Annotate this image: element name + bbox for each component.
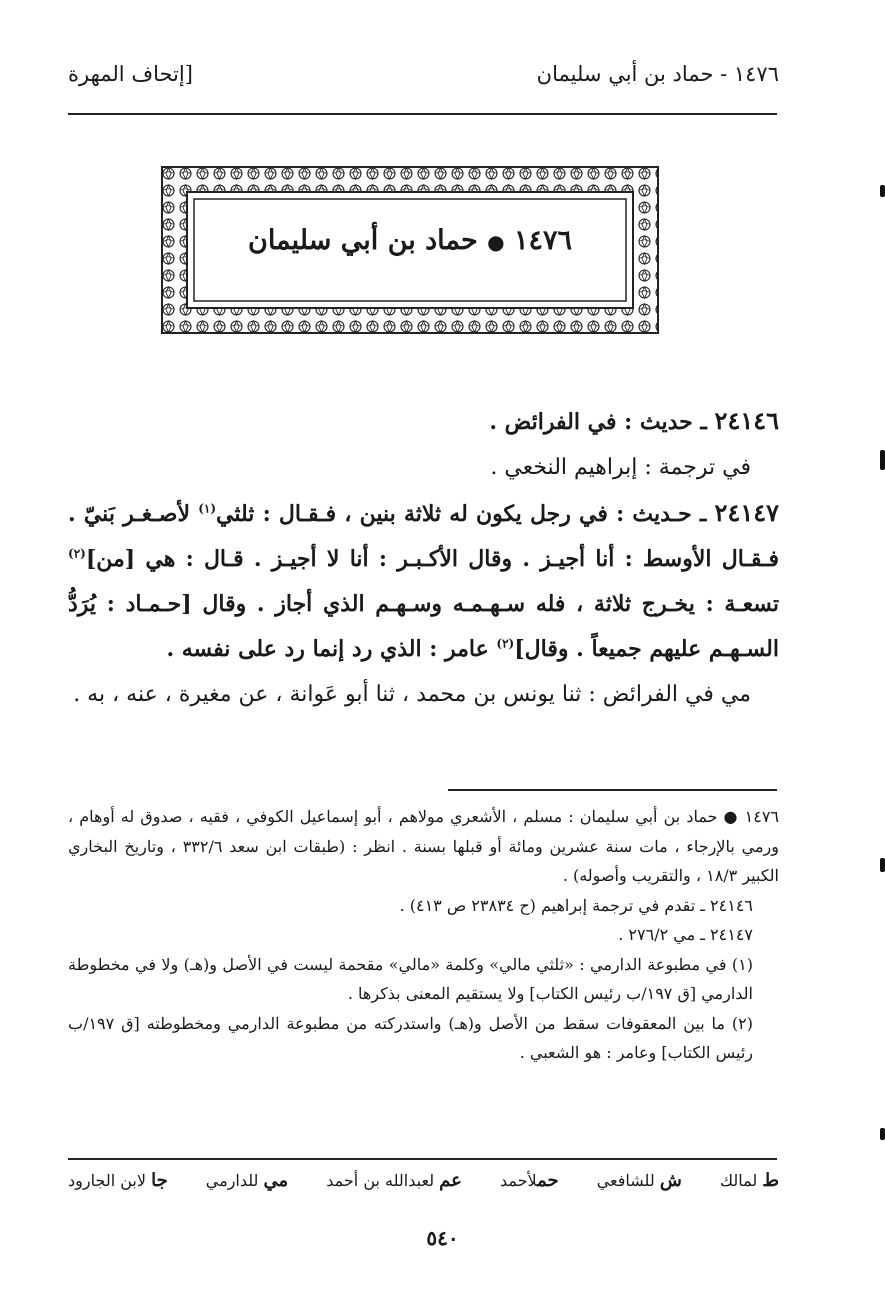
hadith-text: ـ حديث : في الفرائض . bbox=[489, 409, 715, 435]
chapter-title bbox=[194, 225, 626, 256]
footnote-item: ٢٤١٤٦ ـ تقدم في ترجمة إبراهيم (ح ٢٣٨٣٤ ص ٤١٣) . bbox=[399, 895, 753, 915]
scan-mark bbox=[880, 450, 885, 470]
abbreviation bbox=[206, 1170, 288, 1191]
running-header-book: [إتحاف المهرة bbox=[68, 62, 193, 86]
hadith-number: ٢٤١٤٦ bbox=[714, 406, 779, 435]
hadith-source: في ترجمة : إبراهيم النخعي . bbox=[490, 455, 751, 480]
footnote-separator bbox=[448, 789, 777, 791]
hadith-number: ٢٤١٤٧ bbox=[714, 498, 779, 527]
abbreviation-code: جا bbox=[151, 1170, 168, 1191]
page-number: ٥٤٠ bbox=[426, 1226, 459, 1250]
abbreviation bbox=[597, 1170, 682, 1191]
running-header-title: ١٤٧٦ - حماد بن أبي سليمان bbox=[536, 62, 779, 86]
hadith-text: تسعـة : يخـرج ثلاثة ، فله سـهـمـه وسـهـم الذي أجاز . وقال [حـمـاد : يُرَدُّ السـهـم عليهم جميعاً . وقال] bbox=[68, 591, 779, 662]
bullet-icon: ● bbox=[487, 230, 505, 254]
abbreviations-key bbox=[68, 1170, 779, 1191]
footnote-item: (١) في مطبوعة الدارمي : «ثلثي مالي» وكلمة «مالي» مقحمة ليست في الأصل و(هـ) ولا في مخطوطة الدارمي [ق ١٩٧/ب رئيس الكتاب] ولا يستقيم المعنى بذكرها . bbox=[68, 954, 753, 1003]
footnote-ref: (٢) bbox=[68, 546, 86, 561]
abbreviation-label: لمالك bbox=[719, 1171, 758, 1190]
abbreviation-label: للشافعي bbox=[596, 1171, 655, 1190]
footnote-ref: (٢) bbox=[496, 636, 515, 651]
abbreviation-label: لابن الجارود bbox=[68, 1171, 146, 1190]
footnote-ref: (١) bbox=[198, 501, 217, 516]
scan-mark bbox=[880, 858, 885, 872]
footnote-biography: ١٤٧٦ ● حماد بن أبي سليمان : مسلم ، الأشعري مولاهم ، أبو إسماعيل الكوفي ، فقيه ، صدوق له أوهام ، ورمي بالإرجاء ، مات سنة عشرين ومائة أو قبلها بسنة . انظر : (طبقات ابن سعد ٣٣٢/٦ ، وتاريخ البخاري الكبير ١٨/٣ ، والتقريب وأصوله) . bbox=[68, 807, 779, 885]
abbreviation bbox=[500, 1170, 559, 1191]
chapter-title-frame bbox=[160, 165, 660, 335]
abbreviation-code: مي bbox=[263, 1170, 289, 1191]
abbreviation bbox=[68, 1170, 168, 1191]
abbreviation bbox=[720, 1170, 779, 1191]
abbreviation-label: لأحمد bbox=[499, 1171, 538, 1190]
footnote-item: (٢) ما بين المعقوفات سقط من الأصل و(هـ) واستدركته من مطبوعة الدارمي ومخطوطته [ق ١٩٧/ب رئيس الكتاب] وعامر : هو الشعبي . bbox=[68, 1013, 753, 1062]
hadith-text: لأصـغـر بَنيّ . فـقـال الأوسط : أنا أجيـز . وقال الأكـبـر : أنا لا أجيـز . قـال : هي [من] bbox=[68, 501, 779, 572]
chapter-name: حماد بن أبي سليمان bbox=[248, 225, 478, 256]
abbreviations-rule bbox=[68, 1158, 777, 1160]
abbreviation-code: ط bbox=[762, 1170, 779, 1191]
abbreviation-code: ش bbox=[659, 1170, 682, 1191]
scan-mark bbox=[880, 1128, 885, 1140]
main-text bbox=[68, 398, 779, 717]
header-rule bbox=[68, 113, 777, 115]
hadith-entry bbox=[68, 490, 779, 672]
hadith-source: مي في الفرائض : ثنا يونس بن محمد ، ثنا أبو عَوانة ، عن مغيرة ، عنه ، به . bbox=[73, 682, 751, 707]
footnote-item: ٢٤١٤٧ ـ مي ٢٧٦/٢ . bbox=[618, 925, 753, 944]
footnotes bbox=[68, 802, 779, 1068]
abbreviation-label: لعبدالله بن أحمد bbox=[326, 1171, 435, 1190]
abbreviation-code: عم bbox=[439, 1170, 462, 1191]
hadith-text: ـ حـديث : في رجل يكون له ثلاثة بنين ، فـقـال : ثلثي bbox=[216, 501, 715, 527]
hadith-text: عامر : الذي رد إنما رد على نفسه . bbox=[166, 636, 497, 662]
abbreviation bbox=[326, 1170, 462, 1191]
running-header bbox=[68, 58, 779, 98]
scan-mark bbox=[880, 185, 885, 197]
abbreviation-label: للدارمي bbox=[205, 1171, 259, 1190]
hadith-entry bbox=[68, 398, 779, 445]
abbreviation-code: حم bbox=[537, 1170, 559, 1191]
chapter-number: ١٤٧٦ bbox=[513, 225, 572, 256]
